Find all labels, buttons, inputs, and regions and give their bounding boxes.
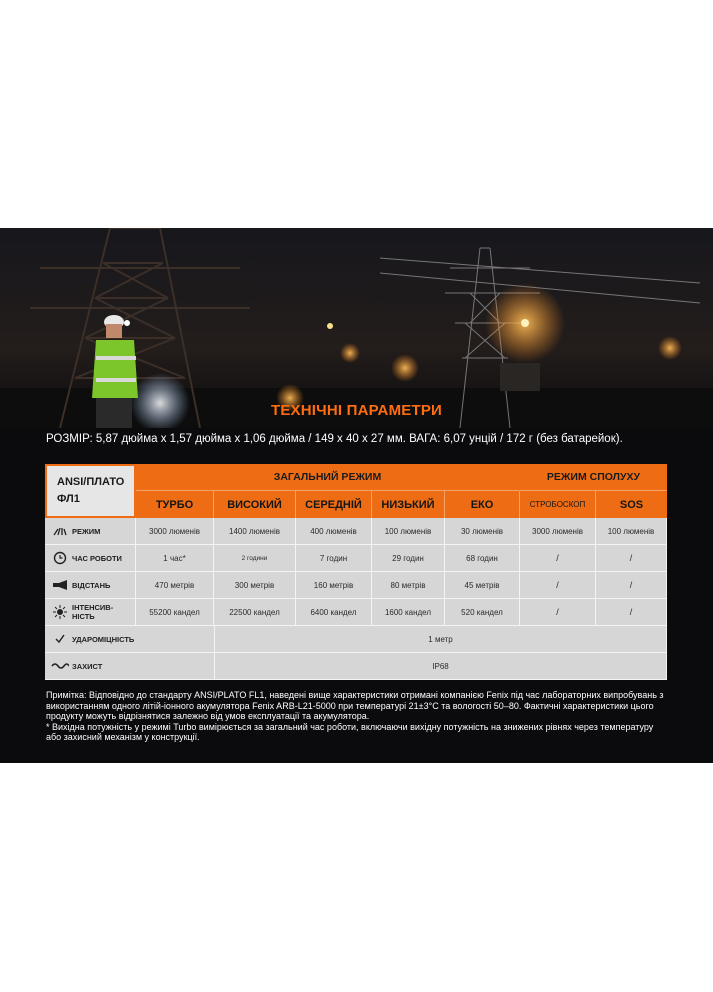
row-label-impact-text: УДАРОМІЦНІСТЬ: [72, 634, 135, 644]
row-label-impact: [45, 626, 215, 653]
row-label-intensity: [45, 599, 136, 626]
footnote: Примітка: Відповідно до стандарту ANSI/PLATO FL1, наведені вище характеристики отримані компанією Fenix під час лабораторних випробувань з використанням одного літій-іонного акумулятора Fenix ARB-L21-5000 при температурі 21±3°C та вологості 50–80. Фактичні характеристики цього продукту можуть відрізнятися залежно від умов експлуатації та акумулятора. * Вихідна потужність у режимі Turbo вимірюється за загальний час роботи, включаючи вихідну потужність на знижених рівнях через температуру або захисний механізм у конструкції.: [46, 690, 664, 742]
page-title: ТЕХНІЧНІ ПАРАМЕТРИ: [270, 402, 443, 419]
standard-label-text: ANSI/ПЛАТО ФЛ1: [57, 476, 125, 505]
row-label-distance-text: ВІДСТАНЬ: [72, 580, 111, 590]
general-mode-header: ЗАГАЛЬНИЙ РЕЖИМ: [136, 464, 520, 491]
row-label-output-text: РЕЖИМ: [72, 526, 101, 536]
intensity-eco: 520 кандел: [445, 599, 520, 626]
water-icon: [51, 659, 69, 673]
mode-strobe: СТРОБОСКОП: [520, 491, 596, 518]
protection-value: IP68: [215, 653, 667, 680]
beam-distance-icon: [51, 578, 69, 592]
runtime-high: 2 години: [214, 545, 296, 572]
night-scene-image: [0, 228, 713, 428]
brightness-icon: [51, 524, 69, 538]
flash-mode-header: РЕЖИМ СПОЛУХУ: [520, 464, 667, 491]
intensity-high: 22500 кандел: [214, 599, 296, 626]
runtime-eco: 68 годин: [445, 545, 520, 572]
distance-eco: 45 метрів: [445, 572, 520, 599]
mode-sos: SOS: [596, 491, 667, 518]
runtime-turbo: 1 час*: [136, 545, 214, 572]
runtime-strobe: /: [520, 545, 596, 572]
output-low: 100 люменів: [372, 518, 445, 545]
row-label-runtime-text: ЧАС РОБОТИ: [72, 553, 122, 563]
output-sos: 100 люменів: [596, 518, 667, 545]
output-high: 1400 люменів: [214, 518, 296, 545]
mode-eco: ЕКО: [445, 491, 520, 518]
output-turbo: 3000 люменів: [136, 518, 214, 545]
distance-turbo: 470 метрів: [136, 572, 214, 599]
row-label-protection-text: ЗАХИСТ: [72, 661, 103, 671]
impact-value: 1 метр: [215, 626, 667, 653]
spec-panel: [0, 228, 713, 763]
output-eco: 30 люменів: [445, 518, 520, 545]
distance-low: 80 метрів: [372, 572, 445, 599]
mode-turbo: ТУРБО: [136, 491, 214, 518]
intensity-turbo: 55200 кандел: [136, 599, 214, 626]
runtime-low: 29 годин: [372, 545, 445, 572]
distance-medium: 160 метрів: [296, 572, 372, 599]
row-label-protection: [45, 653, 215, 680]
clock-icon: [51, 551, 69, 565]
runtime-sos: /: [596, 545, 667, 572]
intensity-low: 1600 кандел: [372, 599, 445, 626]
intensity-strobe: /: [520, 599, 596, 626]
standard-label: [45, 464, 136, 518]
intensity-icon: [51, 605, 69, 619]
row-label-output: [45, 518, 136, 545]
runtime-medium: 7 годин: [296, 545, 372, 572]
row-label-runtime: [45, 545, 136, 572]
mode-high: ВИСОКИЙ: [214, 491, 296, 518]
intensity-medium: 6400 кандел: [296, 599, 372, 626]
intensity-sos: /: [596, 599, 667, 626]
size-weight-line: РОЗМІР: 5,87 дюйма х 1,57 дюйма х 1,06 дюйма / 149 x 40 x 27 мм. ВАГА: 6,07 унцій / 172 г (без батарейок).: [46, 433, 623, 445]
distance-sos: /: [596, 572, 667, 599]
row-label-intensity-text: ІНТЕНСИВ-НІСТЬ: [72, 603, 114, 621]
distance-strobe: /: [520, 572, 596, 599]
distance-high: 300 метрів: [214, 572, 296, 599]
check-icon: [51, 632, 69, 646]
mode-medium: СЕРЕДНІЙ: [296, 491, 372, 518]
output-medium: 400 люменів: [296, 518, 372, 545]
row-label-distance: [45, 572, 136, 599]
spec-table: [45, 464, 667, 680]
mode-low: НИЗЬКИЙ: [372, 491, 445, 518]
output-strobe: 3000 люменів: [520, 518, 596, 545]
